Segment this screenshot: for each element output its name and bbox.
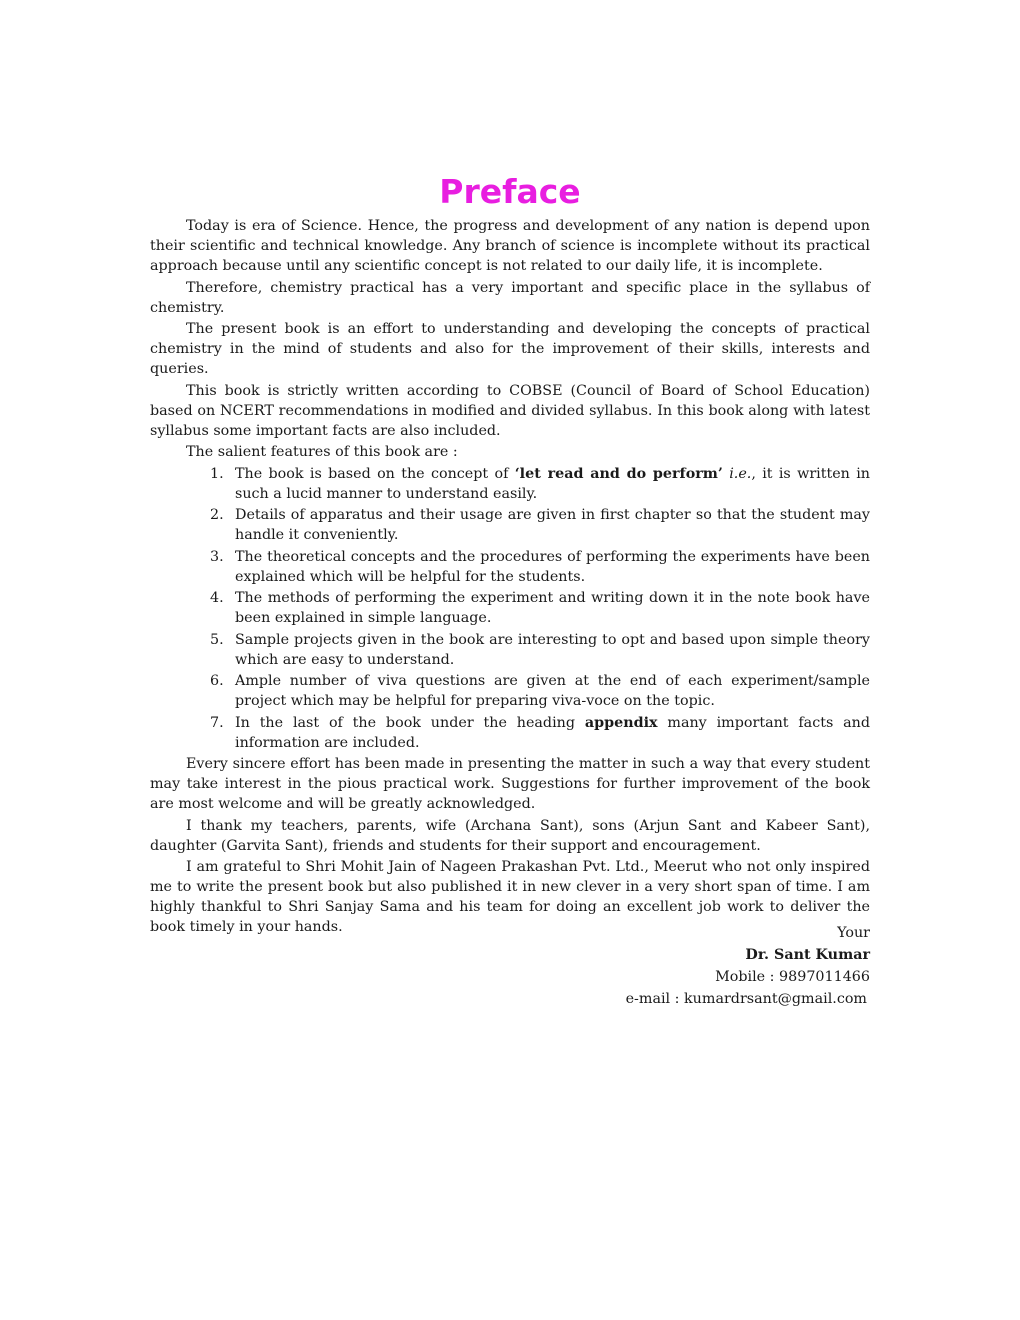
author-name: Dr. Sant Kumar	[745, 947, 870, 963]
page-title: Preface	[439, 172, 581, 211]
list-item	[150, 505, 870, 545]
signature-closing: Your	[837, 925, 870, 941]
list-text: The theoretical concepts and the procedures of performing the experiments have been explained which will be helpful for the students.	[235, 548, 870, 585]
list-text: The methods of performing the experiment and writing down it in the note book have been explained in simple language.	[235, 590, 870, 626]
list-item	[150, 588, 870, 628]
paragraph: Therefore, chemistry practical has a very important and specific place in the syllabus of chemistry.	[150, 279, 870, 316]
list-item	[150, 464, 870, 504]
list-text: The book is based on the concept of	[235, 465, 515, 482]
list-item	[150, 630, 870, 670]
list-number: 4.	[210, 590, 224, 606]
list-item	[150, 671, 870, 711]
list-text: In the last of the book under the heading	[235, 714, 585, 731]
preface-body	[150, 216, 870, 939]
paragraph: I thank my teachers, parents, wife (Archana Sant), sons (Arjun Sant and Kabeer Sant), daughter (Garvita Sant), friends and students for their support and encouragement.	[150, 817, 870, 854]
list-number: 2.	[210, 507, 224, 523]
list-number: 3.	[210, 548, 224, 565]
list-emphasis: appendix	[584, 714, 658, 731]
paragraph: Every sincere effort has been made in presenting the matter in such a way that every student may take interest in the pious practical work. Suggestions for further improvement of the book are most welcome and will be greatly acknowledged.	[150, 756, 870, 812]
list-number: 6.	[210, 673, 224, 689]
list-number: 1.	[210, 465, 224, 482]
paragraph: The present book is an effort to understanding and developing the concepts of practical chemistry in the mind of students and also for the improvement of their skills, interests and queries.	[150, 321, 870, 377]
paragraph: I am grateful to Shri Mohit Jain of Nageen Prakashan Pvt. Ltd., Meerut who not only inspired me to write the present book but also published it in new clever in a very short span of time. I am highly thankful to Shri Sanjay Sama and his team for doing an excellent job work to deliver the book timely in your hands.	[150, 859, 870, 935]
paragraph: This book is strictly written according to COBSE (Council of Board of School Education) based on NCERT recommendations in modified and divided syllabus. In this book along with latest syllabus some important facts are also included.	[150, 382, 870, 439]
features-list	[150, 464, 870, 753]
paragraph: The salient features of this book are :	[186, 444, 458, 460]
list-emphasis: ‘let read and do perform’	[514, 465, 723, 482]
author-mobile: Mobile : 9897011466	[715, 969, 870, 985]
list-text: , it is written in such a lucid manner to understand easily.	[235, 465, 870, 502]
list-text: many important facts and information are included.	[235, 714, 870, 751]
signature-block	[626, 922, 870, 1010]
list-text: Details of apparatus and their usage are given in first chapter so that the student may handle it conveniently.	[235, 507, 870, 543]
list-number: 7.	[210, 714, 224, 731]
list-text: Ample number of viva questions are given at the end of each experiment/sample project which may be helpful for preparing viva-voce on the topic.	[235, 673, 870, 709]
list-text: Sample projects given in the book are interesting to opt and based upon simple theory which are easy to understand.	[235, 631, 870, 668]
list-number: 5.	[210, 631, 224, 648]
list-item	[150, 713, 870, 753]
author-email: e-mail : kumardrsant@gmail.com	[625, 991, 867, 1007]
paragraph: Today is era of Science. Hence, the progress and development of any nation is depend upon their scientific and technical knowledge. Any branch of science is incomplete without its practical approach because until any scientific concept is not related to our daily life, it is incomplete.	[150, 218, 870, 274]
list-item	[150, 547, 870, 587]
list-italic: i.e.	[722, 465, 752, 482]
